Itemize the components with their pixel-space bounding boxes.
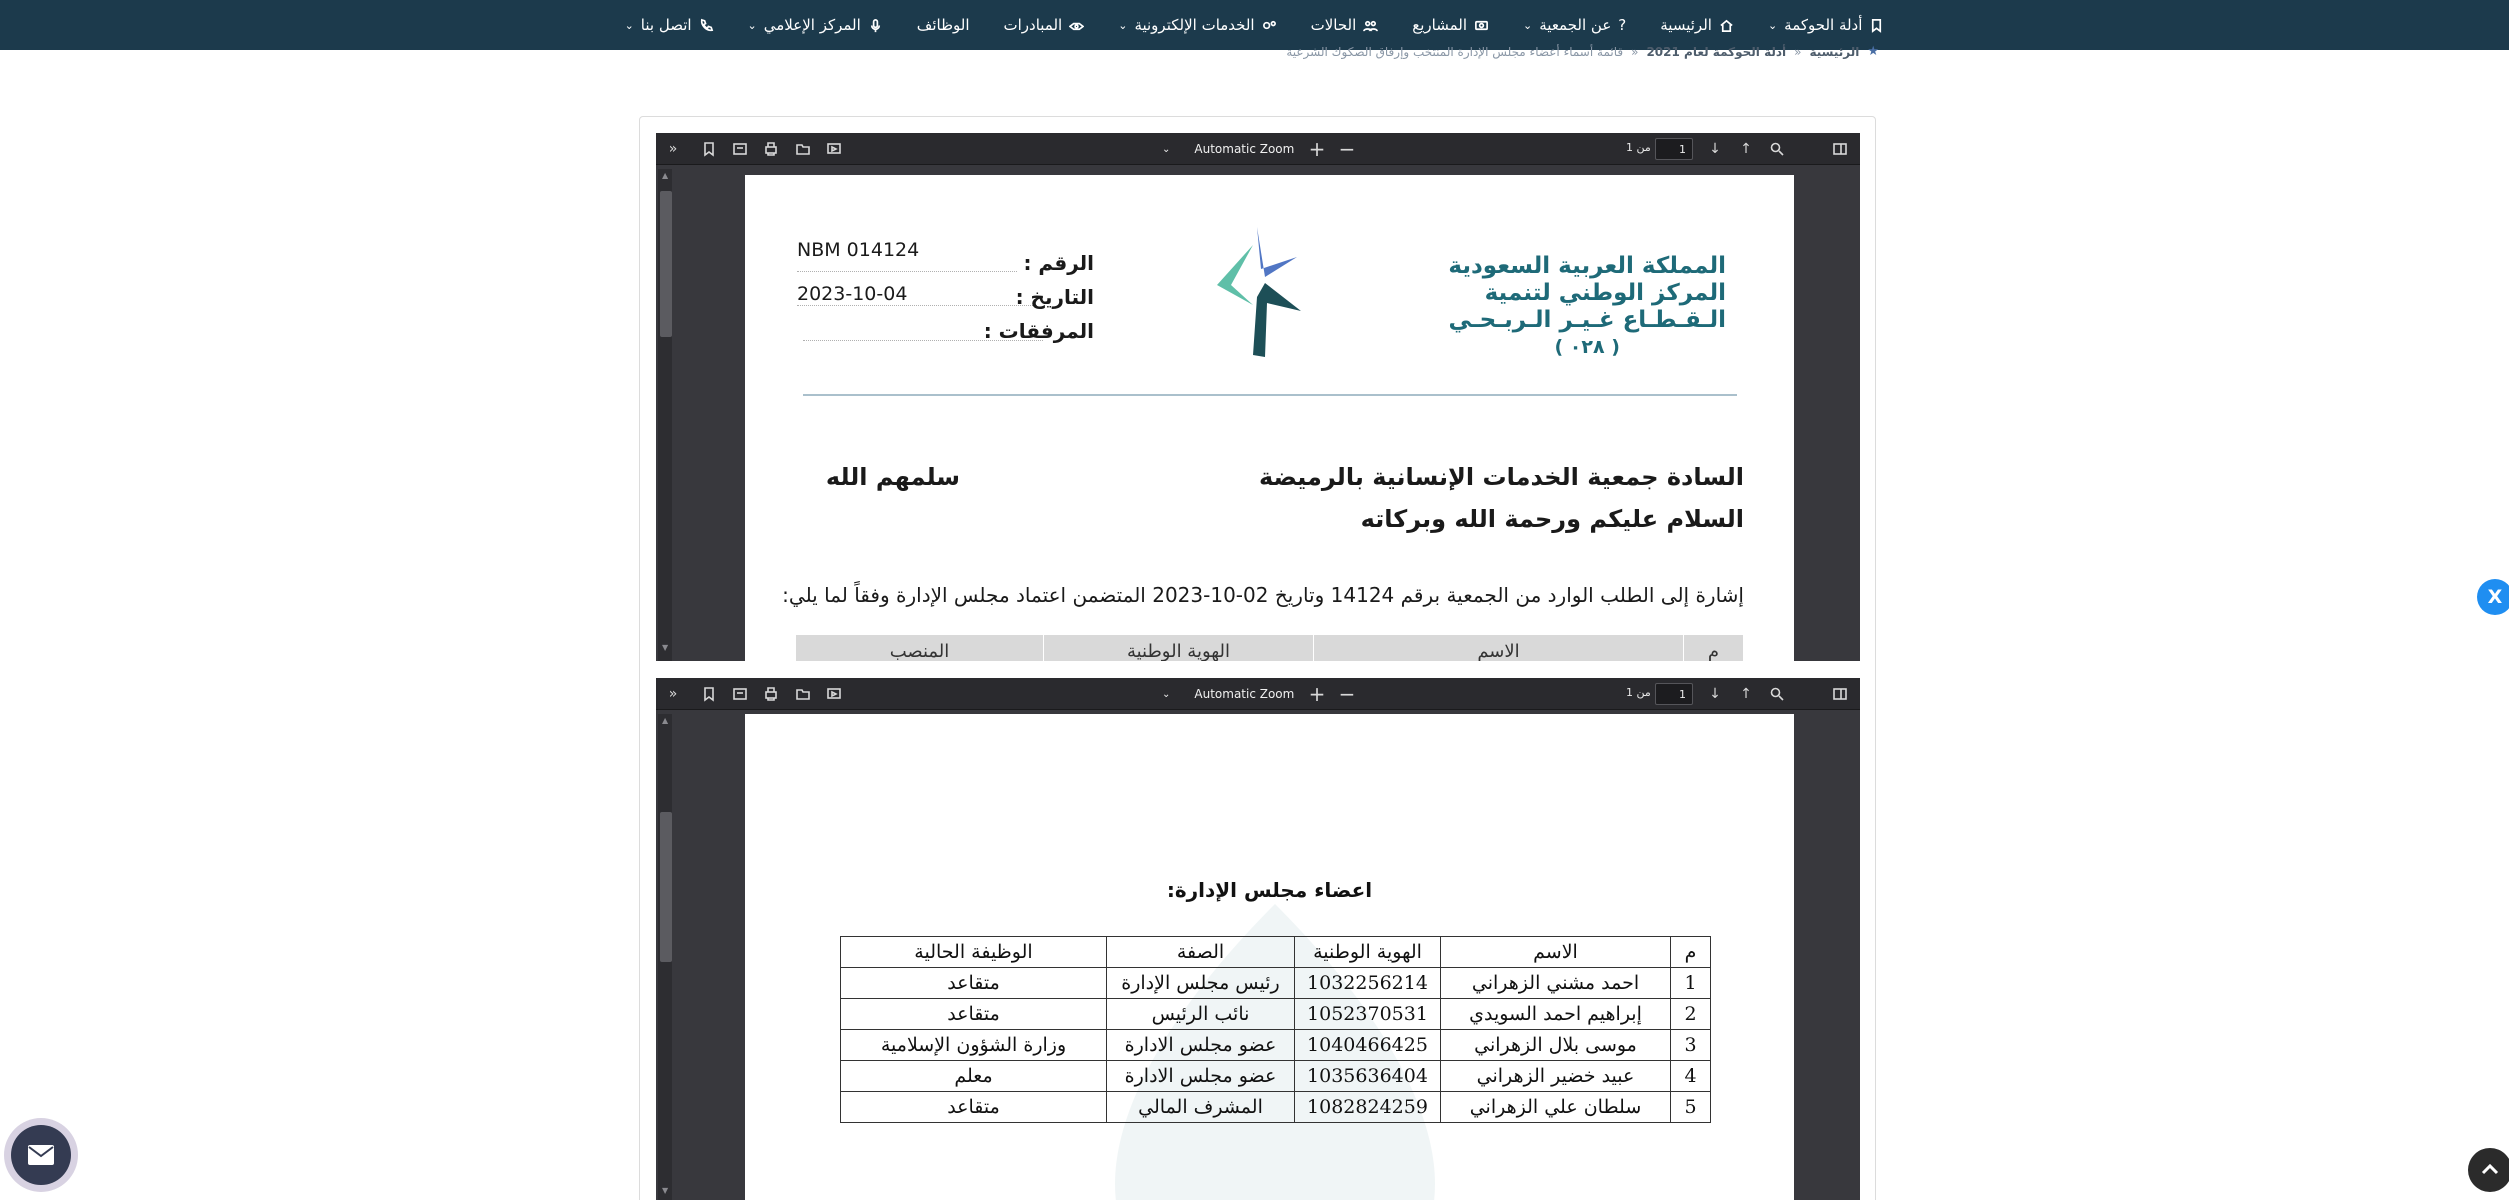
scroll-down-icon[interactable]: ▼	[662, 1186, 669, 1195]
org-line-3: الـقـطـاع غـيـر الـربـحـي	[1448, 307, 1726, 333]
table-cell: عضو مجلس الادارة	[1107, 1061, 1295, 1092]
chevron-down-icon: ⌄	[1767, 18, 1778, 32]
home-icon	[1719, 18, 1734, 33]
breadcrumb	[1286, 44, 1879, 59]
breadcrumb-separator: «	[1794, 44, 1802, 59]
scroll-thumb[interactable]	[660, 812, 672, 962]
close-button[interactable]: X	[2477, 579, 2509, 615]
pdf-toolbar	[656, 678, 1860, 710]
nav-item-jobs[interactable]	[917, 16, 970, 34]
tools-menu-icon[interactable]: »	[668, 141, 678, 157]
tools-menu-icon[interactable]: »	[668, 686, 678, 702]
table-cell: متقاعد	[841, 968, 1107, 999]
scroll-to-top-button[interactable]	[2468, 1148, 2509, 1192]
scroll-thumb[interactable]	[660, 191, 672, 337]
pdf-toolbar	[656, 133, 1860, 165]
dotted-line	[797, 305, 1037, 306]
scroll-up-icon[interactable]: ▲	[662, 171, 669, 180]
table-cell: نائب الرئيس	[1107, 999, 1295, 1030]
page-count-label: من 1	[1626, 686, 1651, 699]
next-page-icon[interactable]: ↓	[1709, 141, 1721, 157]
reference-label: الرقم :	[1023, 251, 1094, 275]
zoom-select[interactable]	[1154, 139, 1316, 159]
members-title: اعضاء مجلس الإدارة:	[1166, 878, 1373, 902]
projector-icon	[1474, 18, 1489, 33]
table-row	[841, 1030, 1711, 1061]
bookmark-icon[interactable]	[698, 139, 720, 159]
nav-item-media-center[interactable]	[748, 16, 883, 34]
chevron-down-icon: ⌄	[1162, 688, 1171, 700]
chevron-down-icon: ⌄	[1118, 18, 1128, 32]
reference-number: NBM 014124	[797, 239, 920, 261]
dotted-line	[797, 271, 1017, 272]
date-value: 2023-10-04	[797, 283, 908, 305]
bookmark-icon	[1869, 18, 1884, 33]
pdf-viewer-1	[656, 133, 1860, 661]
table-cell: وزارة الشؤون الإسلامية	[841, 1030, 1107, 1061]
scroll-up-icon[interactable]: ▲	[662, 716, 669, 725]
search-icon[interactable]	[1766, 139, 1788, 159]
table-cell: 1035636404	[1295, 1061, 1441, 1092]
nav-item-label: عن الجمعية	[1539, 16, 1612, 34]
page-number-input[interactable]	[1655, 683, 1693, 705]
table-cell: 1052370531	[1295, 999, 1441, 1030]
org-code: ( ٠٢٨ )	[1554, 336, 1620, 358]
nav-item-governance[interactable]	[1768, 16, 1884, 34]
page-count-label: من 1	[1626, 141, 1651, 154]
print-icon[interactable]	[760, 684, 782, 704]
nav-item-home[interactable]	[1660, 16, 1734, 34]
date-label: التاريخ :	[1015, 285, 1094, 309]
nav-item-contact[interactable]	[625, 16, 714, 34]
nav-item-label: اتصل بنا	[640, 16, 692, 34]
scroll-down-icon[interactable]: ▼	[662, 643, 669, 652]
nav-item-label: الحالات	[1310, 16, 1357, 34]
page-number-input[interactable]	[1655, 138, 1693, 160]
table-cell: رئيس مجلس الإدارة	[1107, 968, 1295, 999]
mail-icon	[11, 1125, 71, 1185]
table-row	[841, 1092, 1711, 1123]
table-cell: عبيد خضير الزهراني	[1441, 1061, 1671, 1092]
nav-item-label: أدلة الحوكمة	[1784, 16, 1863, 34]
gears-icon	[1262, 18, 1277, 33]
table-header-cell: م	[1671, 937, 1711, 968]
microphone-icon	[868, 18, 883, 33]
table-row	[841, 999, 1711, 1030]
table-cell: 1082824259	[1295, 1092, 1441, 1123]
sidebar-toggle-icon[interactable]	[1829, 684, 1851, 704]
contact-mail-button[interactable]	[4, 1118, 78, 1192]
chevron-down-icon: ⌄	[624, 18, 634, 32]
nav-item-eservices[interactable]	[1118, 16, 1276, 34]
approval-table-header	[795, 635, 1743, 661]
search-icon[interactable]	[1766, 684, 1788, 704]
table-cell: 3	[1671, 1030, 1711, 1061]
breadcrumb-home[interactable]: الرئيسية	[1809, 44, 1860, 59]
table-cell: 1040466425	[1295, 1030, 1441, 1061]
zoom-in-icon[interactable]: +	[1308, 682, 1326, 706]
open-file-icon[interactable]	[792, 139, 814, 159]
members-table	[840, 936, 1711, 1123]
nav-item-label: الوظائف	[916, 16, 970, 34]
zoom-out-icon[interactable]: −	[1338, 682, 1356, 706]
table-cell: 2	[1671, 999, 1711, 1030]
question-icon: ?	[1618, 16, 1627, 34]
zoom-select[interactable]	[1154, 684, 1316, 704]
table-cell: المشرف المالي	[1107, 1092, 1295, 1123]
next-page-icon[interactable]: ↓	[1709, 686, 1721, 702]
star-icon: ★	[1867, 44, 1879, 59]
breadcrumb-separator: «	[1631, 44, 1639, 59]
nav-item-about[interactable]	[1523, 16, 1626, 34]
presentation-icon[interactable]	[823, 139, 845, 159]
previous-page-icon[interactable]: ↑	[1740, 141, 1752, 157]
table-cell: سلطان علي الزهراني	[1441, 1092, 1671, 1123]
org-header	[1448, 253, 1726, 361]
addressee: السادة جمعية الخدمات الإنسانية بالرميضة	[1259, 463, 1744, 491]
presentation-icon[interactable]	[823, 684, 845, 704]
table-header-cell: الاسم	[1441, 937, 1671, 968]
phone-icon	[699, 18, 714, 33]
nav-item-label: الرئيسية	[1660, 16, 1712, 34]
download-icon[interactable]	[729, 139, 751, 159]
sidebar-toggle-icon[interactable]	[1829, 139, 1851, 159]
table-header-cell: الاسم	[1313, 635, 1683, 661]
hands-icon	[1069, 18, 1084, 33]
chevron-up-icon	[2479, 1159, 2501, 1181]
table-cell: معلم	[841, 1061, 1107, 1092]
table-cell: 1032256214	[1295, 968, 1441, 999]
table-cell: 5	[1671, 1092, 1711, 1123]
greeting: السلام عليكم ورحمة الله وبركاته	[1360, 505, 1744, 533]
table-row	[841, 1061, 1711, 1092]
header-divider	[803, 394, 1737, 396]
table-cell: موسى بلال الزهراني	[1441, 1030, 1671, 1061]
breadcrumb-current: قائمة أسماء أعضاء مجلس الإدارة المنتخب وإرفاق الصكوك الشرعية	[1286, 44, 1624, 59]
attachments-label: المرفقات :	[983, 319, 1094, 343]
table-cell: 4	[1671, 1061, 1711, 1092]
table-cell: احمد مشني الزهراني	[1441, 968, 1671, 999]
table-header-cell: المنصب	[795, 635, 1043, 661]
nav-item-initiatives[interactable]	[1004, 16, 1085, 34]
nav-item-cases[interactable]	[1311, 16, 1379, 34]
open-file-icon[interactable]	[792, 684, 814, 704]
top-navigation	[0, 0, 2509, 50]
table-row	[841, 968, 1711, 999]
table-cell: إبراهيم احمد السويدي	[1441, 999, 1671, 1030]
letter-body: إشارة إلى الطلب الوارد من الجمعية برقم 14124 وتاريخ 02-10-2023 المتضمن اعتماد مجلس الإدارة وفقاً لما يلي:	[782, 583, 1744, 607]
breadcrumb-parent[interactable]: أدلة الحوكمة لعام 2021	[1646, 44, 1787, 59]
nav-item-label: المركز الإعلامي	[763, 16, 861, 34]
table-header-cell: الوظيفة الحالية	[841, 937, 1107, 968]
pdf-page-1	[745, 175, 1794, 661]
chevron-down-icon: ⌄	[1162, 143, 1171, 155]
nav-item-label: الخدمات الإلكترونية	[1134, 16, 1255, 34]
nav-item-label: المشاريع	[1412, 16, 1468, 34]
table-header-cell: الهوية الوطنية	[1043, 635, 1313, 661]
zoom-out-icon[interactable]: −	[1338, 137, 1356, 161]
table-header-cell: م	[1683, 635, 1743, 661]
zoom-label: Automatic Zoom	[1194, 142, 1295, 156]
print-icon[interactable]	[760, 139, 782, 159]
bookmark-icon[interactable]	[698, 684, 720, 704]
previous-page-icon[interactable]: ↑	[1740, 686, 1752, 702]
zoom-label: Automatic Zoom	[1194, 687, 1295, 701]
ncnp-logo	[1213, 225, 1313, 365]
chevron-down-icon: ⌄	[747, 18, 757, 32]
users-icon	[1363, 18, 1378, 33]
nav-item-projects[interactable]	[1412, 16, 1489, 34]
table-header-row	[841, 937, 1711, 968]
pdf-viewer-2	[656, 678, 1860, 1200]
zoom-in-icon[interactable]: +	[1308, 137, 1326, 161]
blessing: سلمهم الله	[825, 463, 960, 491]
org-line-1: المملكة العربية السعودية	[1448, 253, 1726, 279]
org-line-2: المركز الوطني لتنمية	[1484, 280, 1726, 306]
table-cell: متقاعد	[841, 1092, 1107, 1123]
table-cell: 1	[1671, 968, 1711, 999]
chevron-down-icon: ⌄	[1523, 18, 1533, 32]
table-header-cell: الصفة	[1107, 937, 1295, 968]
table-cell: عضو مجلس الادارة	[1107, 1030, 1295, 1061]
table-cell: متقاعد	[841, 999, 1107, 1030]
download-icon[interactable]	[729, 684, 751, 704]
table-header-cell: الهوية الوطنية	[1295, 937, 1441, 968]
pdf-page-2	[745, 714, 1794, 1200]
nav-item-label: المبادرات	[1003, 16, 1063, 34]
